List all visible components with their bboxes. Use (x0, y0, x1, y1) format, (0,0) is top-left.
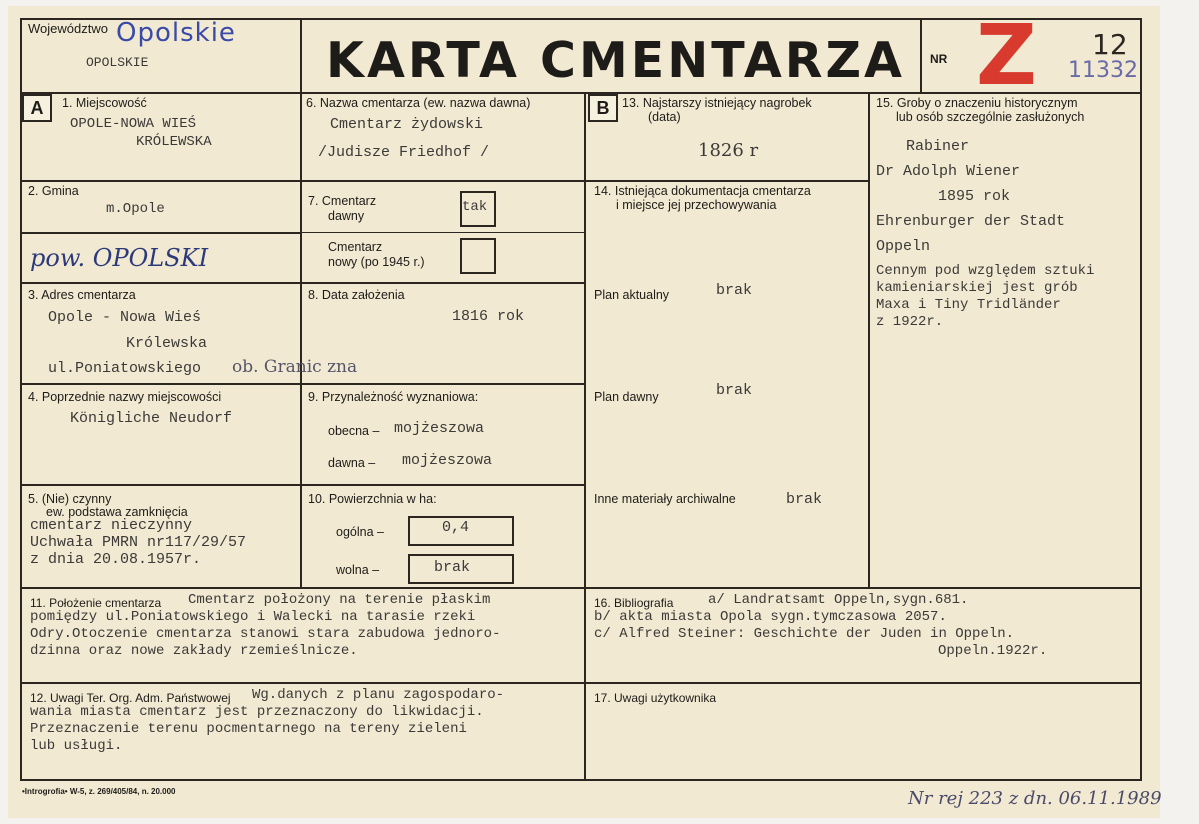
other-materials-label: Inne materiały archiwalne (594, 492, 736, 506)
field-16-label: 16. Bibliografia (594, 596, 674, 610)
field-16-line-0: a/ Landratsamt Oppeln,sygn.681. (708, 592, 969, 608)
voivodeship-stamp: Opolskie (116, 18, 236, 48)
field-15-label-1: 15. Groby o znaczeniu historycznym (876, 96, 1078, 110)
field-15-extra-3: z 1922r. (876, 314, 944, 330)
field-7-value: tak (462, 199, 488, 215)
field-2-label: 2. Gmina (28, 184, 79, 198)
field-7b-label-1: Cmentarz (328, 240, 383, 254)
field-3-value-1: Opole - Nowa Wieś (48, 309, 202, 326)
col-divider-b (584, 92, 586, 781)
field-12-line-1: wania miasta cmentarz jest przeznaczony do likwidacji. (30, 704, 484, 720)
other-materials-value: brak (786, 491, 823, 508)
field-6-value-1: Cmentarz żydowski (330, 116, 484, 133)
field-9-current-value: mojżeszowa (394, 420, 485, 437)
cemetery-card (8, 6, 1160, 818)
field-16-line-1: b/ akta miasta Opola sygn.tymczasowa 2057. (594, 609, 947, 625)
field-13-label-1: 13. Najstarszy istniejący nagrobek (622, 96, 812, 110)
field-7b-checkbox-new[interactable] (460, 238, 496, 274)
row-2-3 (20, 282, 586, 284)
header-divider-1 (300, 18, 302, 94)
field-10-label: 10. Powierzchnia w ha: (308, 492, 437, 506)
header-divider-2 (920, 18, 922, 94)
field-15-extra-1: kamieniarskiej jest grób (876, 280, 1078, 296)
outer-right (1140, 18, 1142, 781)
field-9-former-value: mojżeszowa (402, 452, 493, 469)
field-5-value-2: Uchwała PMRN nr117/29/57 (30, 534, 247, 551)
field-4-label: 4. Poprzednie nazwy miejscowości (28, 390, 222, 404)
field-7b-label-2: nowy (po 1945 r.) (328, 255, 425, 269)
header-bottom (20, 92, 1142, 94)
field-14-label-1: 14. Istniejąca dokumentacja cmentarza (594, 184, 811, 198)
field-12-line-2: Przeznaczenie terenu pocmentarnego na tereny zieleni (30, 721, 467, 737)
col-divider-a (300, 92, 302, 588)
printer-imprint: •Introgrofia• W-5, z. 269/405/84, n. 20.000 (22, 787, 176, 796)
field-15-extra-2: Maxa i Tiny Tridländer (876, 297, 1061, 313)
field-11-line-1: pomiędzy ul.Poniatowskiego i Walecki na tarasie rzeki (30, 609, 476, 625)
row-2-split (20, 232, 302, 234)
field-9-label: 9. Przynależność wyznaniowa: (308, 390, 479, 404)
row-13-14 (584, 180, 870, 182)
field-13-label-2: (data) (648, 110, 681, 124)
col-divider-c (868, 92, 870, 588)
field-15-value-1: Dr Adolph Wiener (876, 163, 1021, 180)
plan-former-label: Plan dawny (594, 390, 659, 404)
nr-small: 11332 (1068, 58, 1138, 83)
nr-label: NR (930, 52, 948, 66)
field-12-line-3: lub usługi. (30, 738, 123, 754)
section-a-marker: A (22, 94, 52, 122)
row-4-5 (20, 484, 586, 486)
field-1-label: 1. Miejscowość (62, 96, 147, 110)
field-15-extra-0: Cennym pod względem sztuki (876, 263, 1095, 279)
field-9-current-label: obecna – (328, 424, 380, 438)
row-7-split (300, 232, 586, 233)
field-3-value-2: Królewska (126, 335, 208, 352)
field-6-value-2: /Judisze Friedhof / (318, 144, 490, 161)
outer-bottom (20, 779, 1142, 781)
row-1-2 (20, 180, 586, 182)
field-3-handwritten: ob. Granic zna (232, 357, 358, 377)
field-10-free-value: brak (434, 559, 471, 576)
outer-left (20, 18, 22, 781)
field-13-value: 1826 r (698, 140, 759, 161)
field-14-label-2: i miejsce jej przechowywania (616, 198, 777, 212)
section-b-marker: B (588, 94, 618, 122)
field-10-total-value: 0,4 (442, 519, 470, 536)
registration-handwritten: Nr rej 223 z dn. 06.11.1989 (908, 788, 1162, 809)
field-10-free-label: wolna – (336, 563, 380, 577)
field-5-label-2: ew. podstawa zamknięcia (46, 505, 188, 519)
plan-current-value: brak (716, 282, 753, 299)
voivodeship-label: Województwo (28, 21, 108, 36)
voivodeship-typed: OPOLSKIE (86, 55, 149, 70)
field-7-label-1: 7. Cmentarz (308, 194, 377, 208)
field-3-label: 3. Adres cmentarza (28, 288, 136, 302)
field-11-line-0: Cmentarz położony na terenie płaskim (188, 592, 491, 608)
field-15-value-2: 1895 rok (938, 188, 1011, 205)
field-11-label: 11. Położenie cmentarza (30, 596, 162, 610)
field-5-label-1: 5. (Nie) czynny (28, 492, 112, 506)
row-3-4 (20, 383, 586, 385)
field-2-handwritten: pow. OPOLSKI (30, 244, 209, 272)
field-9-former-label: dawna – (328, 456, 376, 470)
field-11-line-3: dzinna oraz nowe zakłady rzemieślnicze. (30, 643, 358, 659)
field-15-value-4: Oppeln (876, 238, 931, 255)
field-15-value-3: Ehrenburger der Stadt (876, 213, 1066, 230)
field-12-label: 12. Uwagi Ter. Org. Adm. Państwowej (30, 691, 231, 705)
field-5-value-1: cmentarz nieczynny (30, 517, 193, 534)
row-bottom-split (20, 587, 1142, 589)
plan-former-value: brak (716, 382, 753, 399)
field-7-label-2: dawny (328, 209, 365, 223)
field-11-line-2: Odry.Otoczenie cmentarza stanowi stara zabudowa jednoro- (30, 626, 501, 642)
field-10-total-label: ogólna – (336, 525, 384, 539)
plan-current-label: Plan aktualny (594, 288, 670, 302)
field-8-value: 1816 rok (452, 308, 525, 325)
field-5-value-3: z dnia 20.08.1957r. (30, 551, 202, 568)
field-6-label: 6. Nazwa cmentarza (ew. nazwa dawna) (306, 96, 531, 110)
nr-letter: Z (976, 6, 1037, 104)
field-3-value-3: ul.Poniatowskiego (48, 360, 202, 377)
field-4-value: Königliche Neudorf (70, 410, 233, 427)
field-1-value-2: KRÓLEWSKA (136, 134, 212, 150)
nr-number: 12 (1092, 28, 1128, 61)
field-2-value: m.Opole (106, 201, 165, 217)
field-12-line-0: Wg.danych z planu zagospodaro- (252, 687, 505, 703)
card-title: KARTA CMENTARZA (326, 32, 905, 89)
field-16-line-2: c/ Alfred Steiner: Geschichte der Juden in Oppeln. (594, 626, 1015, 642)
field-15-label-2: lub osób szczególnie zasłużonych (896, 110, 1085, 124)
row-11-12 (20, 682, 1142, 684)
field-1-value-1: OPOLE-NOWA WIEŚ (70, 116, 197, 132)
field-17-label: 17. Uwagi użytkownika (594, 691, 717, 705)
field-8-label: 8. Data założenia (308, 288, 405, 302)
field-15-value-0: Rabiner (906, 138, 970, 155)
field-16-line-3: Oppeln.1922r. (938, 643, 1048, 659)
